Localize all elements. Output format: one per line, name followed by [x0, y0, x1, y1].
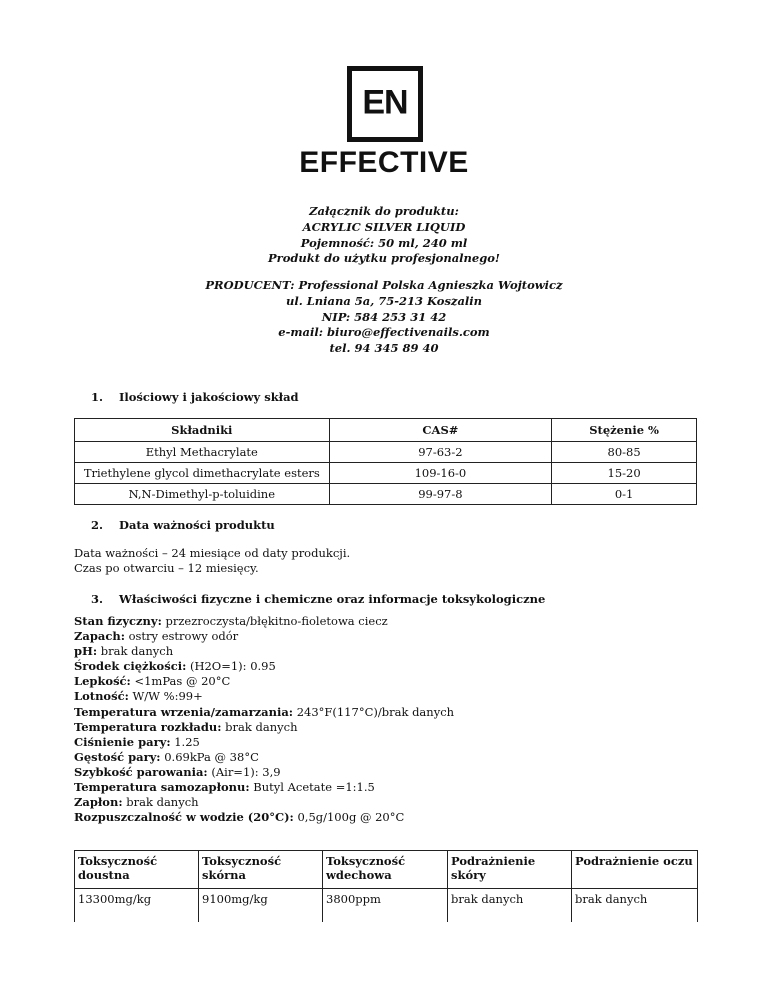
table-row — [75, 889, 698, 923]
property-item — [74, 689, 454, 704]
property-item — [74, 659, 454, 674]
property-label: Temperatura rozkładu: — [74, 719, 222, 734]
property-item — [74, 644, 454, 659]
property-value: Butyl Acetate =1:1.5 — [249, 780, 375, 795]
property-item — [74, 765, 454, 780]
section-3-title: Właściwości fizyczne i chemiczne oraz informacje toksykologiczne — [119, 592, 546, 606]
column-header: CAS# — [329, 419, 552, 442]
composition-table — [74, 418, 697, 505]
producer-name: PRODUCENT: Professional Polska Agnieszka Wojtowicz — [205, 278, 563, 292]
brand-name: EFFECTIVE — [299, 146, 469, 179]
table-cell: 80-85 — [552, 442, 697, 463]
table-cell: N,N-Dimethyl-p-toluidine — [75, 484, 330, 505]
property-value: 0.69kPa @ 38°C — [160, 749, 259, 764]
property-value: 1.25 — [170, 734, 200, 749]
property-label: pH: — [74, 644, 98, 659]
table-cell: brak danych — [448, 889, 572, 923]
section-2-number: 2. — [91, 518, 104, 532]
section-1-number: 1. — [91, 390, 104, 404]
property-label: Lotność: — [74, 689, 129, 704]
property-item — [74, 735, 454, 750]
product-name: ACRYLIC SILVER LIQUID — [302, 219, 466, 234]
property-label: Szybkość parowania: — [74, 764, 208, 779]
section-1-title: Ilościowy i jakościowy skład — [119, 390, 299, 404]
property-label: Temperatura samozapłonu: — [74, 780, 250, 795]
table-cell: 0-1 — [552, 484, 697, 505]
property-value: ostry estrowy odór — [124, 629, 239, 644]
logo-mark-text: EN — [362, 83, 408, 122]
table-cell: 99-97-8 — [329, 484, 552, 505]
column-header: Toksyczność skórna — [199, 851, 323, 889]
property-value: 243°F(117°C)/brak danych — [293, 704, 455, 719]
property-item — [74, 750, 454, 765]
properties-list — [74, 614, 454, 825]
column-header: Podrażnienie oczu — [572, 851, 698, 889]
producer-address: ul. Lniana 5a, 75-213 Koszalin — [285, 293, 483, 308]
producer-info — [0, 278, 768, 357]
producer-email: e-mail: biuro@effectivenails.com — [278, 325, 490, 340]
table-cell: 9100mg/kg — [199, 889, 323, 923]
table-row — [75, 463, 697, 484]
property-item — [74, 674, 454, 689]
logo — [0, 66, 768, 146]
property-label: Lepkość: — [74, 674, 131, 689]
property-item — [74, 720, 454, 735]
table-cell: 109-16-0 — [329, 463, 552, 484]
property-label: Ciśnienie pary: — [74, 734, 171, 749]
table-row — [75, 484, 697, 505]
table-cell: Triethylene glycol dimethacrylate esters — [75, 463, 330, 484]
table-cell: 15-20 — [552, 463, 697, 484]
property-value: 0,5g/100g @ 20°C — [293, 810, 405, 825]
property-item — [74, 629, 454, 644]
column-header: Stężenie % — [552, 419, 697, 442]
property-item — [74, 795, 454, 810]
section-3-number: 3. — [91, 592, 104, 606]
table-cell: Ethyl Methacrylate — [75, 442, 330, 463]
property-value: brak danych — [221, 719, 298, 734]
section-1-heading — [91, 390, 299, 404]
property-label: Środek ciężkości: — [74, 659, 187, 674]
table-header-row — [75, 851, 698, 889]
property-item — [74, 780, 454, 795]
column-header: Podrażnienie skóry — [448, 851, 572, 889]
table-cell: 97-63-2 — [329, 442, 552, 463]
section-2-heading — [91, 518, 275, 532]
property-label: Zapach: — [74, 629, 125, 644]
section-3-heading — [91, 592, 545, 606]
product-capacity: Pojemność: 50 ml, 240 ml — [300, 235, 468, 250]
property-value: brak danych — [97, 644, 174, 659]
property-value: przezroczysta/błękitno-fioletowa ciecz — [161, 614, 388, 628]
property-value: <1mPas @ 20°C — [130, 674, 231, 689]
logo-mark — [347, 66, 423, 142]
producer-nip: NIP: 584 253 31 42 — [321, 309, 447, 324]
property-item — [74, 705, 454, 720]
property-label: Gęstość pary: — [74, 749, 161, 764]
column-header: Składniki — [75, 419, 330, 442]
toxicity-table — [74, 850, 698, 922]
table-row — [75, 442, 697, 463]
table-cell: 3800ppm — [323, 889, 448, 923]
property-label: Rozpuszczalność w wodzie (20°C): — [74, 810, 294, 825]
product-info-line: Załącznik do produktu: — [309, 204, 459, 218]
product-notice: Produkt do użytku profesjonalnego! — [268, 251, 500, 266]
producer-phone: tel. 94 345 89 40 — [329, 341, 439, 356]
section-2-title: Data ważności produktu — [119, 518, 275, 532]
property-value: (H2O=1): 0.95 — [186, 659, 276, 674]
property-label: Stan fizyczny: — [74, 614, 162, 628]
column-header: Toksyczność doustna — [75, 851, 199, 889]
expiry-line: Data ważności – 24 miesiące od daty produkcji. — [74, 546, 351, 560]
table-header-row — [75, 419, 697, 442]
property-item — [74, 810, 454, 825]
column-header: Toksyczność wdechowa — [323, 851, 448, 889]
property-label: Temperatura wrzenia/zamarzania: — [74, 704, 294, 719]
product-info — [0, 204, 768, 267]
table-cell: 13300mg/kg — [75, 889, 199, 923]
property-item — [74, 614, 454, 629]
expiry-info — [74, 546, 350, 576]
property-value: (Air=1): 3,9 — [207, 764, 281, 779]
expiry-line: Czas po otwarciu – 12 miesięcy. — [74, 561, 259, 576]
property-value: brak danych — [122, 795, 199, 810]
property-label: Zapłon: — [74, 795, 123, 810]
property-value: W/W %:99+ — [128, 689, 203, 704]
table-cell: brak danych — [572, 889, 698, 923]
